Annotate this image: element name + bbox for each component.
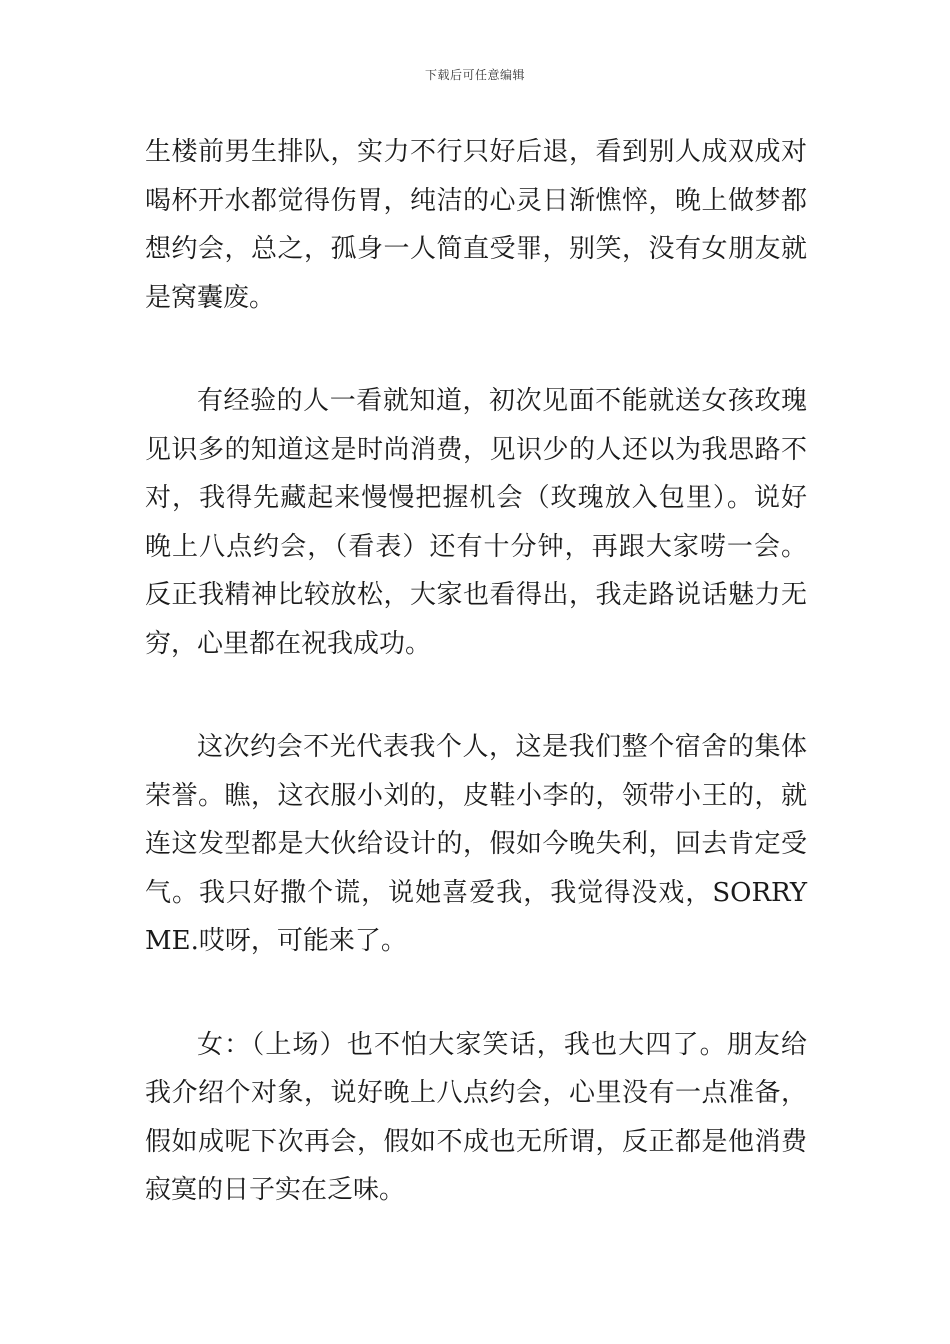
header-note: 下载后可任意编辑 xyxy=(424,68,525,82)
paragraph-4: 女：（上场）也不怕大家笑话，我也大四了。朋友给我介绍个对象，说好晚上八点约会，心里没有一点准备，假如成呢下次再会，假如不成也无所谓，反正都是他消费寂寞的日子实在乏味。 xyxy=(145,1029,807,1205)
paragraph-3: 这次约会不光代表我个人，这是我们整个宿舍的集体荣誉。瞧，这衣服小刘的，皮鞋小李的，领带小王的，就连这发型都是大伙给设计的，假如今晚失利，回去肯定受气。我只好撒个谎，说她喜爱我，我觉得没戏，SORRY ME.哎呀，可能来了。 xyxy=(145,732,807,956)
paragraph-1: 生楼前男生排队，实力不行只好后退，看到别人成双成对喝杯开水都觉得伤胃，纯洁的心灵日渐憔悴，晚上做梦都想约会，总之，孤身一人简直受罪，别笑，没有女朋友就是窝囊废。 xyxy=(145,137,807,313)
paragraph-2: 有经验的人一看就知道，初次见面不能就送女孩玫瑰见识多的知道这是时尚消费，见识少的人还以为我思路不对，我得先藏起来慢慢把握机会（玫瑰放入包里）。说好晚上八点约会，（看表）还有十分钟，再跟大家唠一会。反正我精神比较放松，大家也看得出，我走路说话魅力无穷，心里都在祝我成功。 xyxy=(145,386,807,659)
body-text xyxy=(145,128,807,1215)
